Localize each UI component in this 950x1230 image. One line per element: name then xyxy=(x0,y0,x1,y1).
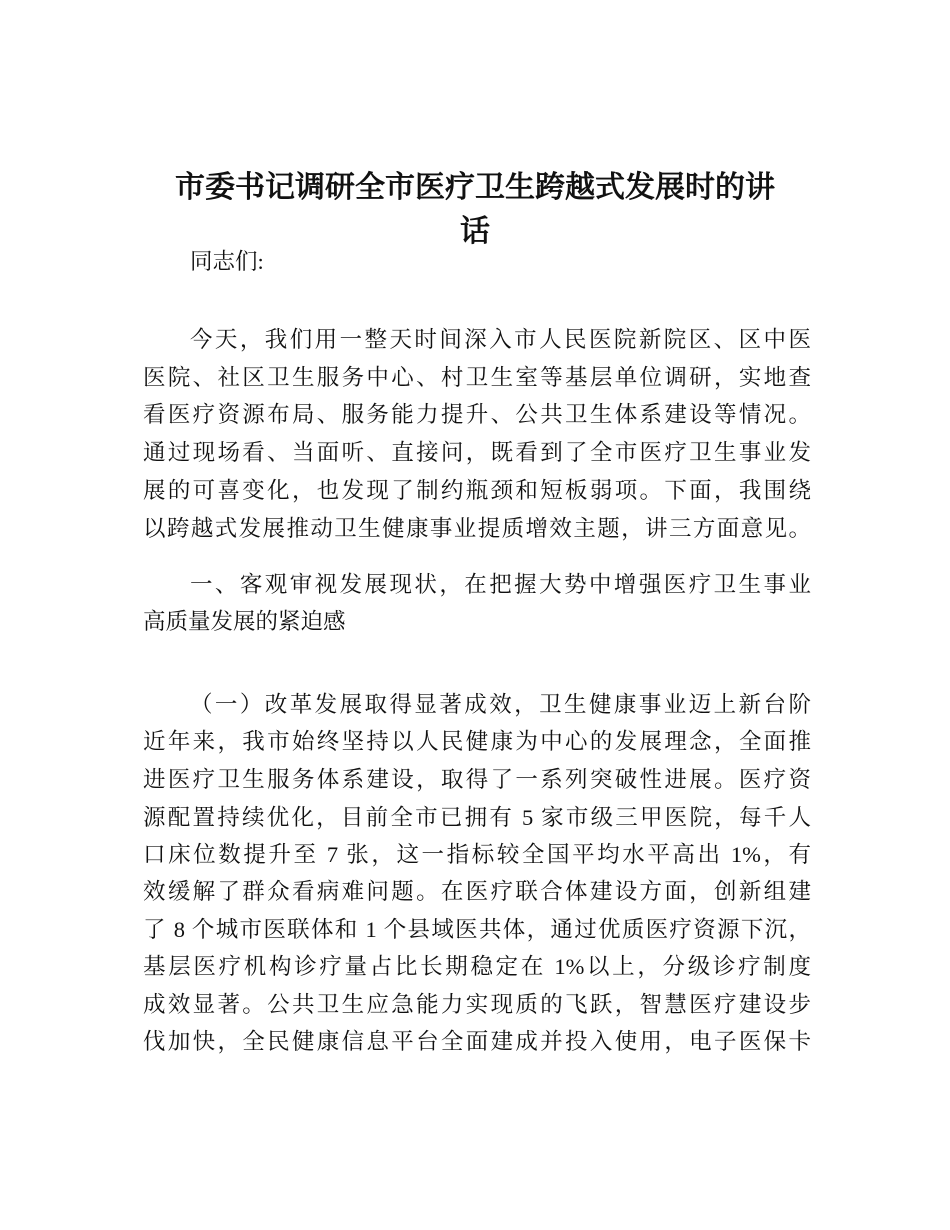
document-title-line-2: 话 xyxy=(460,214,490,249)
heading-line: 高质量发展的紧迫感 xyxy=(143,609,346,634)
text-line: 成效显著。公共卫生应急能力实现质的飞跃，智慧医疗建设步 xyxy=(143,992,811,1017)
text-line: 伐加快，全民健康信息平台全面建成并投入使用，电子医保卡 xyxy=(143,1029,811,1054)
text-line: 源配置持续优化，目前全市已拥有 5 家市级三甲医院，每千人 xyxy=(143,805,811,830)
text-line: 效缓解了群众看病难问题。在医疗联合体建设方面，创新组建 xyxy=(143,879,811,904)
text-line: 今天，我们用一整天时间深入市人民医院新院区、区中医 xyxy=(190,327,811,352)
text-line: 通过现场看、当面听、直接问，既看到了全市医疗卫生事业发 xyxy=(143,440,811,465)
heading-line: 一、客观审视发展现状，在把握大势中增强医疗卫生事业 xyxy=(190,572,811,597)
text-line: 进医疗卫生服务体系建设，取得了一系列突破性进展。医疗资 xyxy=(143,767,811,792)
text-line: 看医疗资源布局、服务能力提升、公共卫生体系建设等情况。 xyxy=(143,402,811,427)
salutation: 同志们: xyxy=(190,249,264,274)
text-line: 医院、社区卫生服务中心、村卫生室等基层单位调研，实地查 xyxy=(143,365,811,390)
text-line: 近年来，我市始终坚持以人民健康为中心的发展理念，全面推 xyxy=(143,729,811,754)
text-line: 了 8 个城市医联体和 1 个县域医共体，通过优质医疗资源下沉， xyxy=(143,917,811,942)
text-line: 以跨越式发展推动卫生健康事业提质增效主题，讲三方面意见。 xyxy=(143,516,811,541)
subheading-line: （一）改革发展取得显著成效，卫生健康事业迈上新台阶 xyxy=(190,692,811,717)
text-line: 基层医疗机构诊疗量占比长期稳定在 1%以上，分级诊疗制度 xyxy=(143,954,811,979)
document-title-line-1: 市委书记调研全市医疗卫生跨越式发展时的讲 xyxy=(175,170,775,205)
text-line: 展的可喜变化，也发现了制约瓶颈和短板弱项。下面，我围绕 xyxy=(143,478,811,503)
text-line: 口床位数提升至 7 张，这一指标较全国平均水平高出 1%，有 xyxy=(143,842,811,867)
